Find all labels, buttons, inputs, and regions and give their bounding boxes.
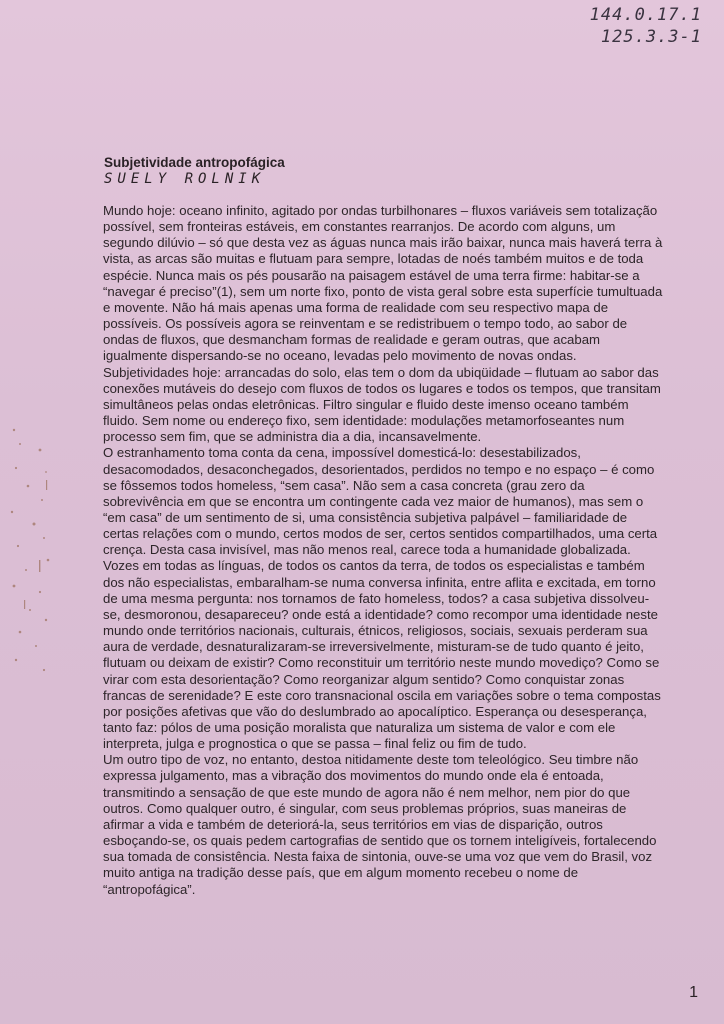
document-title: Subjetividade antropofágica: [104, 155, 285, 170]
call-number-1: 144.0.17.1: [589, 5, 702, 25]
paragraph: Subjetividades hoje: arrancadas do solo, elas tem o dom da ubiqüidade – flutuam ao sabor das conexões mutáveis do desejo com fluxos de todos os lugares e todos os tempos, que transitam simultâneos pelas ondas eletrônicas. Filtro singular e fluido deste imenso oceano também fluido. Sem nome ou endereço fixo, sem identidade: modulações metamorfoseantes num processo sem fim, que se administra dia a dia, incansavelmente.: [103, 364, 661, 445]
paragraph: Mundo hoje: oceano infinito, agitado por ondas turbilhonares – fluxos variáveis sem totalização possível, sem fronteiras estáveis, em constantes rearranjos. De acordo com alguns, um segundo dilúvio – só que desta vez as águas nunca mais irão baixar, nunca mais haverá terra à vista, as arcas são muitas e flutuam para sempre, lotadas de noés também muitos e de toda espécie. Nunca mais os pés pousarão na paisagem estável de uma terra firme: habitar-se a “navegar é preciso”(1), sem um norte fixo, ponto de vista geral sobre esta superfície tumultuada e movente. Não há mais apenas uma forma de realidade com seu respectivo mapa de possíveis. Os possíveis agora se reinventam e se redistribuem o tempo todo, ao sabor de ondas de fluxos, que desmancham formas de realidade e geram outras, que acabam igualmente dispersando-se no oceano, levadas pelo movimento de novas ondas.: [103, 203, 663, 364]
body-text: [103, 203, 663, 898]
paragraph: Vozes em todas as línguas, de todos os cantos da terra, de todos os especialistas e também dos não especialistas, embaralham-se numa conversa infinita, entre aflita e excitada, em torno de uma mesma pergunta: nos tornamos de fato homeless, todos? a casa subjetiva dissolveu-se, desmoronou, desapareceu? onde está a identidade? como recompor uma identidade neste mundo onde territórios nacionais, culturais, étnicos, religiosos, sociais, sexuais perderam sua aura de verdade, desnaturalizaram-se irreversivelmente, misturam-se de tudo quanto é jeito, flutuam ou deixam de existir? Como reconstituir um território neste mundo movediço? Como se virar com esta desorientação? Como reorganizar algum sentido? Como conquistar zonas francas de serenidade? E este coro transnacional oscila em variações sobre o tema compostas por posições afetivas que vão do deslumbrado ao apocalíptico. Esperança ou desesperança, tanto faz: pólos de uma posição moralista que naturaliza um sistema de valor e com ele interpreta, julga e prognostica o que se passa – final feliz ou fim de tudo.: [103, 558, 661, 752]
call-number-2: 125.3.3-1: [600, 27, 702, 47]
archive-call-numbers: [572, 4, 702, 48]
binding-stain-marks: [6, 420, 56, 680]
author-signature: SUELY ROLNIK: [104, 171, 266, 187]
paragraph: O estranhamento toma conta da cena, impossível domesticá-lo: desestabilizados, desacomodados, desaconchegados, desorientados, perdidos no tempo e no espaço – é como se fôssemos todos homeless, “sem casa”. Não sem a casa concreta (grau zero da sobrevivência em que se encontra um contingente cada vez maior de humanos), mas sem o “em casa” de um sentimento de si, uma consistência subjetiva palpável – familiaridade de certas relações com o mundo, certos modos de ser, certos sentidos compartilhados, uma certa crença. Desta casa invisível, mas não menos real, carece toda a humanidade globalizada.: [103, 445, 658, 558]
page-number: 1: [689, 984, 698, 1001]
paragraph: Um outro tipo de voz, no entanto, destoa nitidamente deste tom teleológico. Seu timbre não expressa julgamento, mas a vibração dos movimentos do mundo onde ela é entoada, transmitindo a sensação de que este mundo de agora não é nem melhor, nem pior do que outros. Como qualquer outro, é singular, com seus problemas próprios, suas maneiras de afirmar a vida e também de deteriorá-la, seus territórios em vias de disparição, outros esboçando-se, os quais pedem cartografias de sentido que os tornem inteligíveis, fortalecendo sua tomada de consistência. Nesta faixa de sintonia, ouve-se uma voz que vem do Brasil, voz muito antiga na tradição desse país, que em algum momento recebeu o nome de “antropofágica”.: [103, 752, 657, 897]
